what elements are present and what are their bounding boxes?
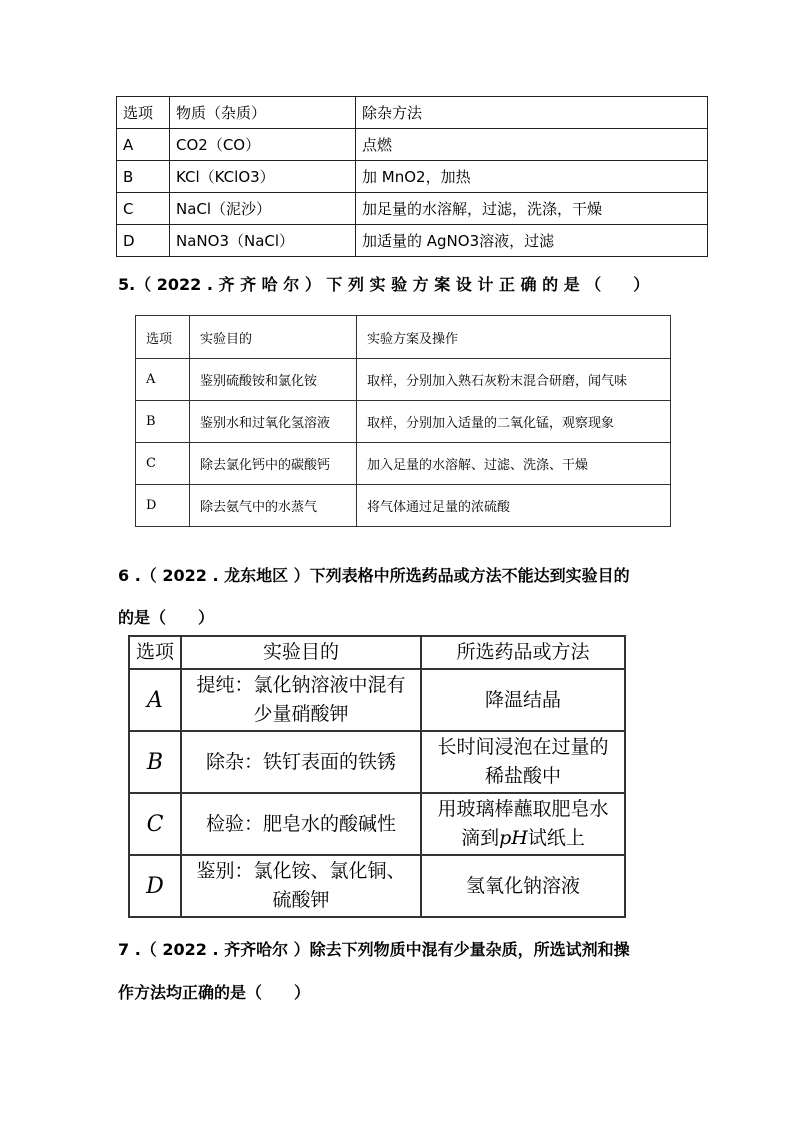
method-text: 滴到	[461, 827, 500, 849]
table-row	[117, 225, 708, 257]
purpose-cell	[181, 855, 421, 917]
method-line: 长时间浸泡在过量的	[437, 736, 609, 758]
table-row	[117, 161, 708, 193]
question-5-heading: 5.（ 2022 . 齐 齐 哈 尔 ） 下 列 实 验 方 案 设 计 正 确 的 是 （ ）	[118, 275, 650, 294]
table-cell: 加适量的 AgNO3溶液，过滤	[356, 225, 708, 257]
table-row	[117, 129, 708, 161]
purpose-line: 少量硝酸钾	[253, 703, 349, 725]
table-row	[129, 793, 625, 855]
purpose-line: 检验：肥皂水的酸碱性	[205, 812, 396, 835]
table-cell: 除去氯化钙中的碳酸钙	[190, 443, 357, 485]
method-line: 降温结晶	[484, 688, 561, 711]
table-cell: NaCl（泥沙）	[170, 193, 356, 225]
table-cell: C	[136, 443, 190, 485]
table-row	[129, 855, 625, 917]
table-row	[136, 443, 671, 485]
method-text: 试纸上	[527, 827, 585, 849]
table-cell: KCl（KClO3）	[170, 161, 356, 193]
table-row	[129, 669, 625, 731]
table-cell: 鉴别硫酸铵和氯化铵	[190, 359, 357, 401]
header-cell: 实验目的	[181, 636, 421, 669]
table-cell: 点燃	[356, 129, 708, 161]
table-cell: 加 MnO2，加热	[356, 161, 708, 193]
table-cell: 鉴别水和过氧化氢溶液	[190, 401, 357, 443]
table-cell: A	[117, 129, 170, 161]
header-cell: 选项	[136, 316, 190, 359]
option-label: A	[129, 669, 181, 731]
table-row	[129, 731, 625, 793]
table-experiment-design	[135, 315, 671, 527]
table-cell: 取样，分别加入适量的二氧化锰，观察现象	[357, 401, 671, 443]
table-cell: 加入足量的水溶解、过滤、洗涤、干燥	[357, 443, 671, 485]
method-cell	[421, 793, 625, 855]
method-line: 稀盐酸中	[484, 765, 561, 787]
purpose-line: 提纯：氯化钠溶液中混有	[196, 674, 406, 696]
purpose-cell	[181, 731, 421, 793]
header-cell: 选项	[117, 97, 170, 129]
table-row	[117, 193, 708, 225]
table-cell: B	[136, 401, 190, 443]
table-cell: 加足量的水溶解，过滤，洗涤，干燥	[356, 193, 708, 225]
method-cell	[421, 855, 625, 917]
table-cell: B	[117, 161, 170, 193]
table-row	[136, 359, 671, 401]
option-label: D	[129, 855, 181, 917]
table-cell: 除去氨气中的水蒸气	[190, 485, 357, 527]
purpose-line: 鉴别：氯化铵、氯化铜、	[196, 860, 406, 882]
header-cell: 实验方案及操作	[357, 316, 671, 359]
method-cell	[421, 669, 625, 731]
table-cell: D	[136, 485, 190, 527]
table-header-row	[117, 97, 708, 129]
table-cell: A	[136, 359, 190, 401]
table-header-row	[129, 636, 625, 669]
purpose-line: 硫酸钾	[272, 889, 330, 911]
header-cell: 所选药品或方法	[421, 636, 625, 669]
method-line: 氢氧化钠溶液	[465, 874, 580, 897]
table-header-row	[136, 316, 671, 359]
table-cell: NaNO3（NaCl）	[170, 225, 356, 257]
purpose-cell	[181, 793, 421, 855]
header-cell: 实验目的	[190, 316, 357, 359]
table-reagent-selection	[128, 635, 626, 918]
method-line	[426, 824, 620, 853]
question-6-line-2: 的是（ ）	[118, 608, 215, 627]
header-cell: 除杂方法	[356, 97, 708, 129]
table-impurity-removal	[116, 96, 708, 257]
option-label: C	[129, 793, 181, 855]
table-row	[136, 401, 671, 443]
table-cell: CO2（CO）	[170, 129, 356, 161]
question-6-line-1: 6 .（ 2022 . 龙东地区 ）下列表格中所选药品或方法不能达到实验目的	[118, 566, 630, 585]
table-cell: C	[117, 193, 170, 225]
question-7-line-2: 作方法均正确的是（ ）	[118, 983, 311, 1002]
table-cell: 取样，分别加入熟石灰粉末混合研磨，闻气味	[357, 359, 671, 401]
option-label: B	[129, 731, 181, 793]
purpose-line: 除杂：铁钉表面的铁锈	[205, 750, 396, 773]
table-cell: 将气体通过足量的浓硫酸	[357, 485, 671, 527]
purpose-cell	[181, 669, 421, 731]
method-line: 用玻璃棒蘸取肥皂水	[437, 798, 609, 820]
method-cell	[421, 731, 625, 793]
header-cell: 物质（杂质）	[170, 97, 356, 129]
table-cell: D	[117, 225, 170, 257]
table-row	[136, 485, 671, 527]
ph-symbol: pH	[499, 827, 528, 849]
question-7-line-1: 7 .（ 2022 . 齐齐哈尔 ）除去下列物质中混有少量杂质，所选试剂和操	[118, 940, 630, 959]
header-cell: 选项	[129, 636, 181, 669]
